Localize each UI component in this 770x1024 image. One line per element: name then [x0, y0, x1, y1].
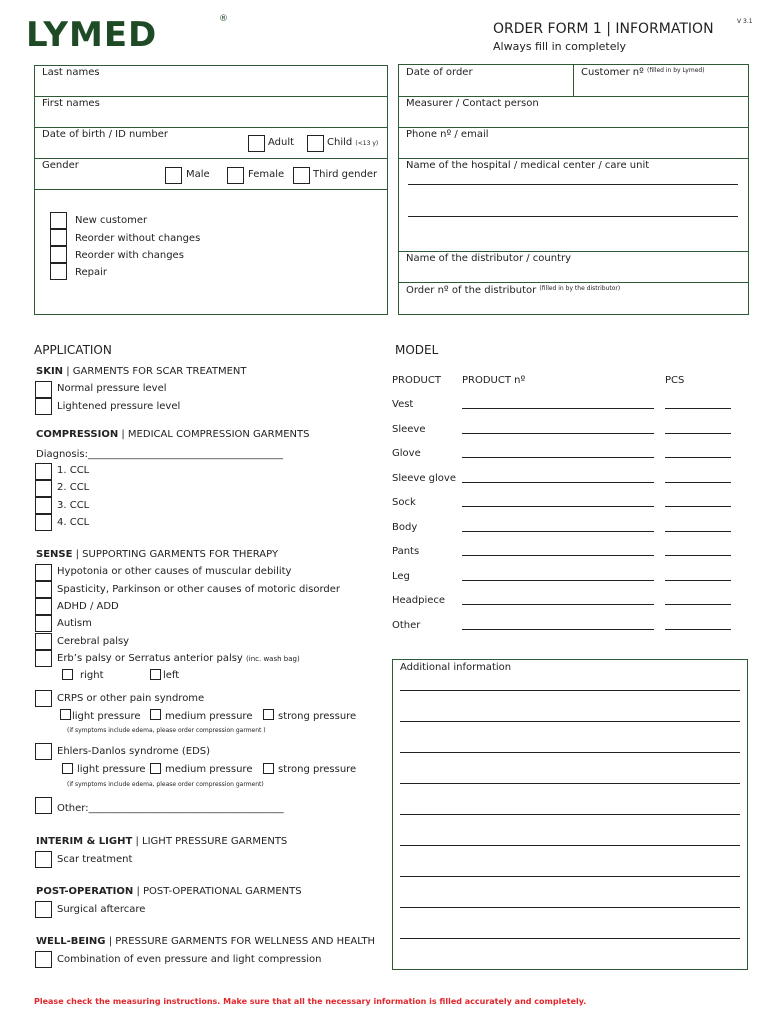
additional-info-label: Additional information	[400, 662, 512, 673]
reorder-change-checkbox[interactable]	[50, 246, 67, 263]
adult-checkbox[interactable]	[248, 135, 265, 152]
sense-option-label: Autism	[57, 618, 92, 629]
adhd-checkbox[interactable]	[35, 598, 52, 615]
model-row-label: Vest	[392, 399, 414, 410]
interim-heading: INTERIM & LIGHT | LIGHT PRESSURE GARMENTS	[36, 836, 288, 847]
pcs-input[interactable]	[665, 604, 731, 605]
right-label: right	[80, 670, 104, 681]
customer-type-label: Reorder with changes	[75, 250, 184, 261]
product-no-input[interactable]	[462, 604, 654, 605]
ccl-label: 2. CCL	[57, 482, 90, 493]
eds-strong-checkbox[interactable]	[263, 763, 274, 774]
col-pcs: PCS	[665, 375, 685, 386]
left-label: left	[163, 670, 180, 681]
scar-treatment-checkbox[interactable]	[35, 851, 52, 868]
normal-pressure-label: Normal pressure level	[57, 383, 167, 394]
first-names-field[interactable]: First names	[42, 98, 100, 109]
well-being-checkbox[interactable]	[35, 951, 52, 968]
additional-info-line[interactable]	[400, 690, 740, 691]
strong-pressure-label: strong pressure	[278, 764, 357, 775]
model-row-label: Pants	[392, 546, 420, 557]
crps-checkbox[interactable]	[35, 690, 52, 707]
well-being-heading: WELL-BEING | PRESSURE GARMENTS FOR WELLNESS AND HEALTH	[36, 936, 376, 947]
additional-info-line[interactable]	[400, 938, 740, 939]
model-row-label: Body	[392, 521, 418, 533]
customer-type-label: Repair	[75, 267, 108, 278]
right-checkbox[interactable]	[62, 669, 73, 680]
product-no-input[interactable]	[462, 408, 654, 409]
crps-strong-checkbox[interactable]	[263, 709, 274, 720]
additional-info-line[interactable]	[400, 876, 740, 877]
col-product: PRODUCT	[392, 375, 441, 386]
ccl-label: 4. CCL	[57, 517, 90, 528]
male-checkbox[interactable]	[165, 167, 182, 184]
light-pressure-label: light pressure	[72, 711, 141, 722]
spasticity-checkbox[interactable]	[35, 581, 52, 598]
pcs-input[interactable]	[665, 555, 731, 556]
product-no-input[interactable]	[462, 457, 654, 458]
sense-option-label: Spasticity, Parkinson or other causes of motoric disorder	[57, 584, 341, 595]
registered-mark: ®	[219, 14, 228, 24]
eds-label: Ehlers-Danlos syndrome (EDS)	[57, 746, 211, 757]
pcs-input[interactable]	[665, 531, 731, 532]
diagnosis-field[interactable]: Diagnosis:_______________________________________	[36, 449, 283, 460]
eds-light-checkbox[interactable]	[62, 763, 73, 774]
product-no-input[interactable]	[462, 629, 654, 630]
sense-heading: SENSE | SUPPORTING GARMENTS FOR THERAPY	[36, 549, 279, 560]
col-product-no: PRODUCT nº	[462, 375, 526, 386]
other-checkbox[interactable]	[35, 797, 52, 814]
light-pressure-label: light pressure	[77, 764, 146, 775]
product-no-input[interactable]	[462, 482, 654, 483]
ccl-label: 3. CCL	[57, 500, 90, 511]
medium-pressure-label: medium pressure	[165, 711, 253, 722]
ccl1-checkbox[interactable]	[35, 463, 52, 480]
erb-palsy-checkbox[interactable]	[35, 650, 52, 667]
compression-heading: COMPRESSION | MEDICAL COMPRESSION GARMENTS	[36, 429, 310, 440]
left-checkbox[interactable]	[150, 669, 161, 680]
product-no-input[interactable]	[462, 555, 654, 556]
edema-note: (if symptoms include edema, please order compression garment)	[67, 781, 264, 788]
child-label: Child (<13 y)	[327, 137, 379, 148]
new-customer-checkbox[interactable]	[50, 212, 67, 229]
pcs-input[interactable]	[665, 457, 731, 458]
well-being-label: Combination of even pressure and light compression	[57, 954, 322, 965]
order-no-field[interactable]: Order nº of the distributor $^{(filled in by the distributor)}$	[406, 285, 621, 296]
distributor-field[interactable]: Name of the distributor / country	[406, 253, 572, 264]
pcs-input[interactable]	[665, 629, 731, 630]
model-title: MODEL	[395, 343, 439, 357]
product-no-input[interactable]	[462, 580, 654, 581]
other-field[interactable]: Other:_______________________________________	[57, 803, 284, 814]
eds-medium-checkbox[interactable]	[150, 763, 161, 774]
additional-info-line[interactable]	[400, 845, 740, 846]
scar-treatment-label: Scar treatment	[57, 854, 133, 865]
dob-field[interactable]: Date of birth / ID number	[42, 129, 168, 140]
hospital-field[interactable]: Name of the hospital / medical center / care unit	[406, 160, 650, 171]
model-row-label: Sock	[392, 497, 416, 508]
lightened-pressure-checkbox[interactable]	[35, 398, 52, 415]
lymed-logo: LYMED	[26, 15, 158, 55]
additional-info-line[interactable]	[400, 752, 740, 753]
pcs-input[interactable]	[665, 433, 731, 434]
customer-no-field[interactable]: Customer nº $^{(filled in by Lymed)}$	[581, 67, 705, 78]
female-label: Female	[248, 169, 285, 180]
crps-label: CRPS or other pain syndrome	[57, 693, 205, 704]
surgical-aftercare-checkbox[interactable]	[35, 901, 52, 918]
additional-info-line[interactable]	[400, 721, 740, 722]
skin-heading: SKIN | GARMENTS FOR SCAR TREATMENT	[36, 366, 247, 377]
model-row-label: Headpiece	[392, 595, 446, 606]
normal-pressure-checkbox[interactable]	[35, 381, 52, 398]
autism-checkbox[interactable]	[35, 615, 52, 632]
ccl3-checkbox[interactable]	[35, 497, 52, 514]
post-operation-heading: POST-OPERATION | POST-OPERATIONAL GARMENTS	[36, 886, 302, 897]
pcs-input[interactable]	[665, 408, 731, 409]
customer-type-label: Reorder without changes	[75, 233, 201, 244]
crps-light-checkbox[interactable]	[60, 709, 71, 720]
ccl2-checkbox[interactable]	[35, 480, 52, 497]
page-title: ORDER FORM 1 | INFORMATION	[493, 21, 714, 37]
hospital-line	[408, 184, 738, 185]
pcs-input[interactable]	[665, 580, 731, 581]
additional-info-line[interactable]	[400, 783, 740, 784]
footer-note: Please check the measuring instructions. Make sure that all the necessary information is filled accurately and completely.	[34, 997, 587, 1006]
sense-option-label: ADHD / ADD	[57, 601, 119, 612]
crps-medium-checkbox[interactable]	[150, 709, 161, 720]
lightened-pressure-label: Lightened pressure level	[57, 401, 181, 412]
male-label: Male	[186, 169, 210, 180]
product-no-input[interactable]	[462, 433, 654, 434]
date-of-order-field[interactable]: Date of order	[406, 67, 473, 78]
model-row-label: Glove	[392, 448, 421, 459]
model-row-label: Other	[392, 619, 421, 631]
reorder-no-change-checkbox[interactable]	[50, 229, 67, 246]
model-row-label: Leg	[392, 570, 410, 582]
product-no-input[interactable]	[462, 531, 654, 532]
customer-type-label: New customer	[75, 215, 148, 226]
version-label: V 3.1	[737, 18, 753, 25]
page-subtitle: Always fill in completely	[493, 40, 627, 53]
measurer-field[interactable]: Measurer / Contact person	[406, 98, 539, 109]
cerebral-palsy-checkbox[interactable]	[35, 633, 52, 650]
third-gender-label: Third gender	[313, 169, 378, 180]
application-title: APPLICATION	[34, 343, 112, 357]
additional-info-line[interactable]	[400, 814, 740, 815]
child-checkbox[interactable]	[307, 135, 324, 152]
strong-pressure-label: strong pressure	[278, 711, 357, 722]
sense-option-label: Hypotonia or other causes of muscular debility	[57, 566, 292, 577]
hypotonia-checkbox[interactable]	[35, 564, 52, 581]
pcs-input[interactable]	[665, 506, 731, 507]
model-row-label: Sleeve	[392, 423, 426, 435]
ccl4-checkbox[interactable]	[35, 514, 52, 531]
repair-checkbox[interactable]	[50, 263, 67, 280]
ccl-label: 1. CCL	[57, 465, 90, 476]
additional-info-line[interactable]	[400, 907, 740, 908]
last-names-field[interactable]: Last names	[42, 67, 100, 78]
pcs-input[interactable]	[665, 482, 731, 483]
medium-pressure-label: medium pressure	[165, 764, 253, 775]
eds-checkbox[interactable]	[35, 743, 52, 760]
sense-option-label: Cerebral palsy	[57, 636, 130, 647]
hospital-line	[408, 216, 738, 217]
phone-field[interactable]: Phone nº / email	[406, 129, 489, 140]
surgical-aftercare-label: Surgical aftercare	[57, 904, 146, 915]
erb-palsy-label: Erb’s palsy or Serratus anterior palsy (inc. wash bag)	[57, 653, 300, 664]
gender-label: Gender	[42, 160, 79, 171]
female-checkbox[interactable]	[227, 167, 244, 184]
model-row-label: Sleeve glove	[392, 472, 456, 484]
edema-note: (if symptoms include edema, please order compression garment )	[67, 727, 266, 734]
product-no-input[interactable]	[462, 506, 654, 507]
third-gender-checkbox[interactable]	[293, 167, 310, 184]
adult-label: Adult	[268, 137, 295, 148]
